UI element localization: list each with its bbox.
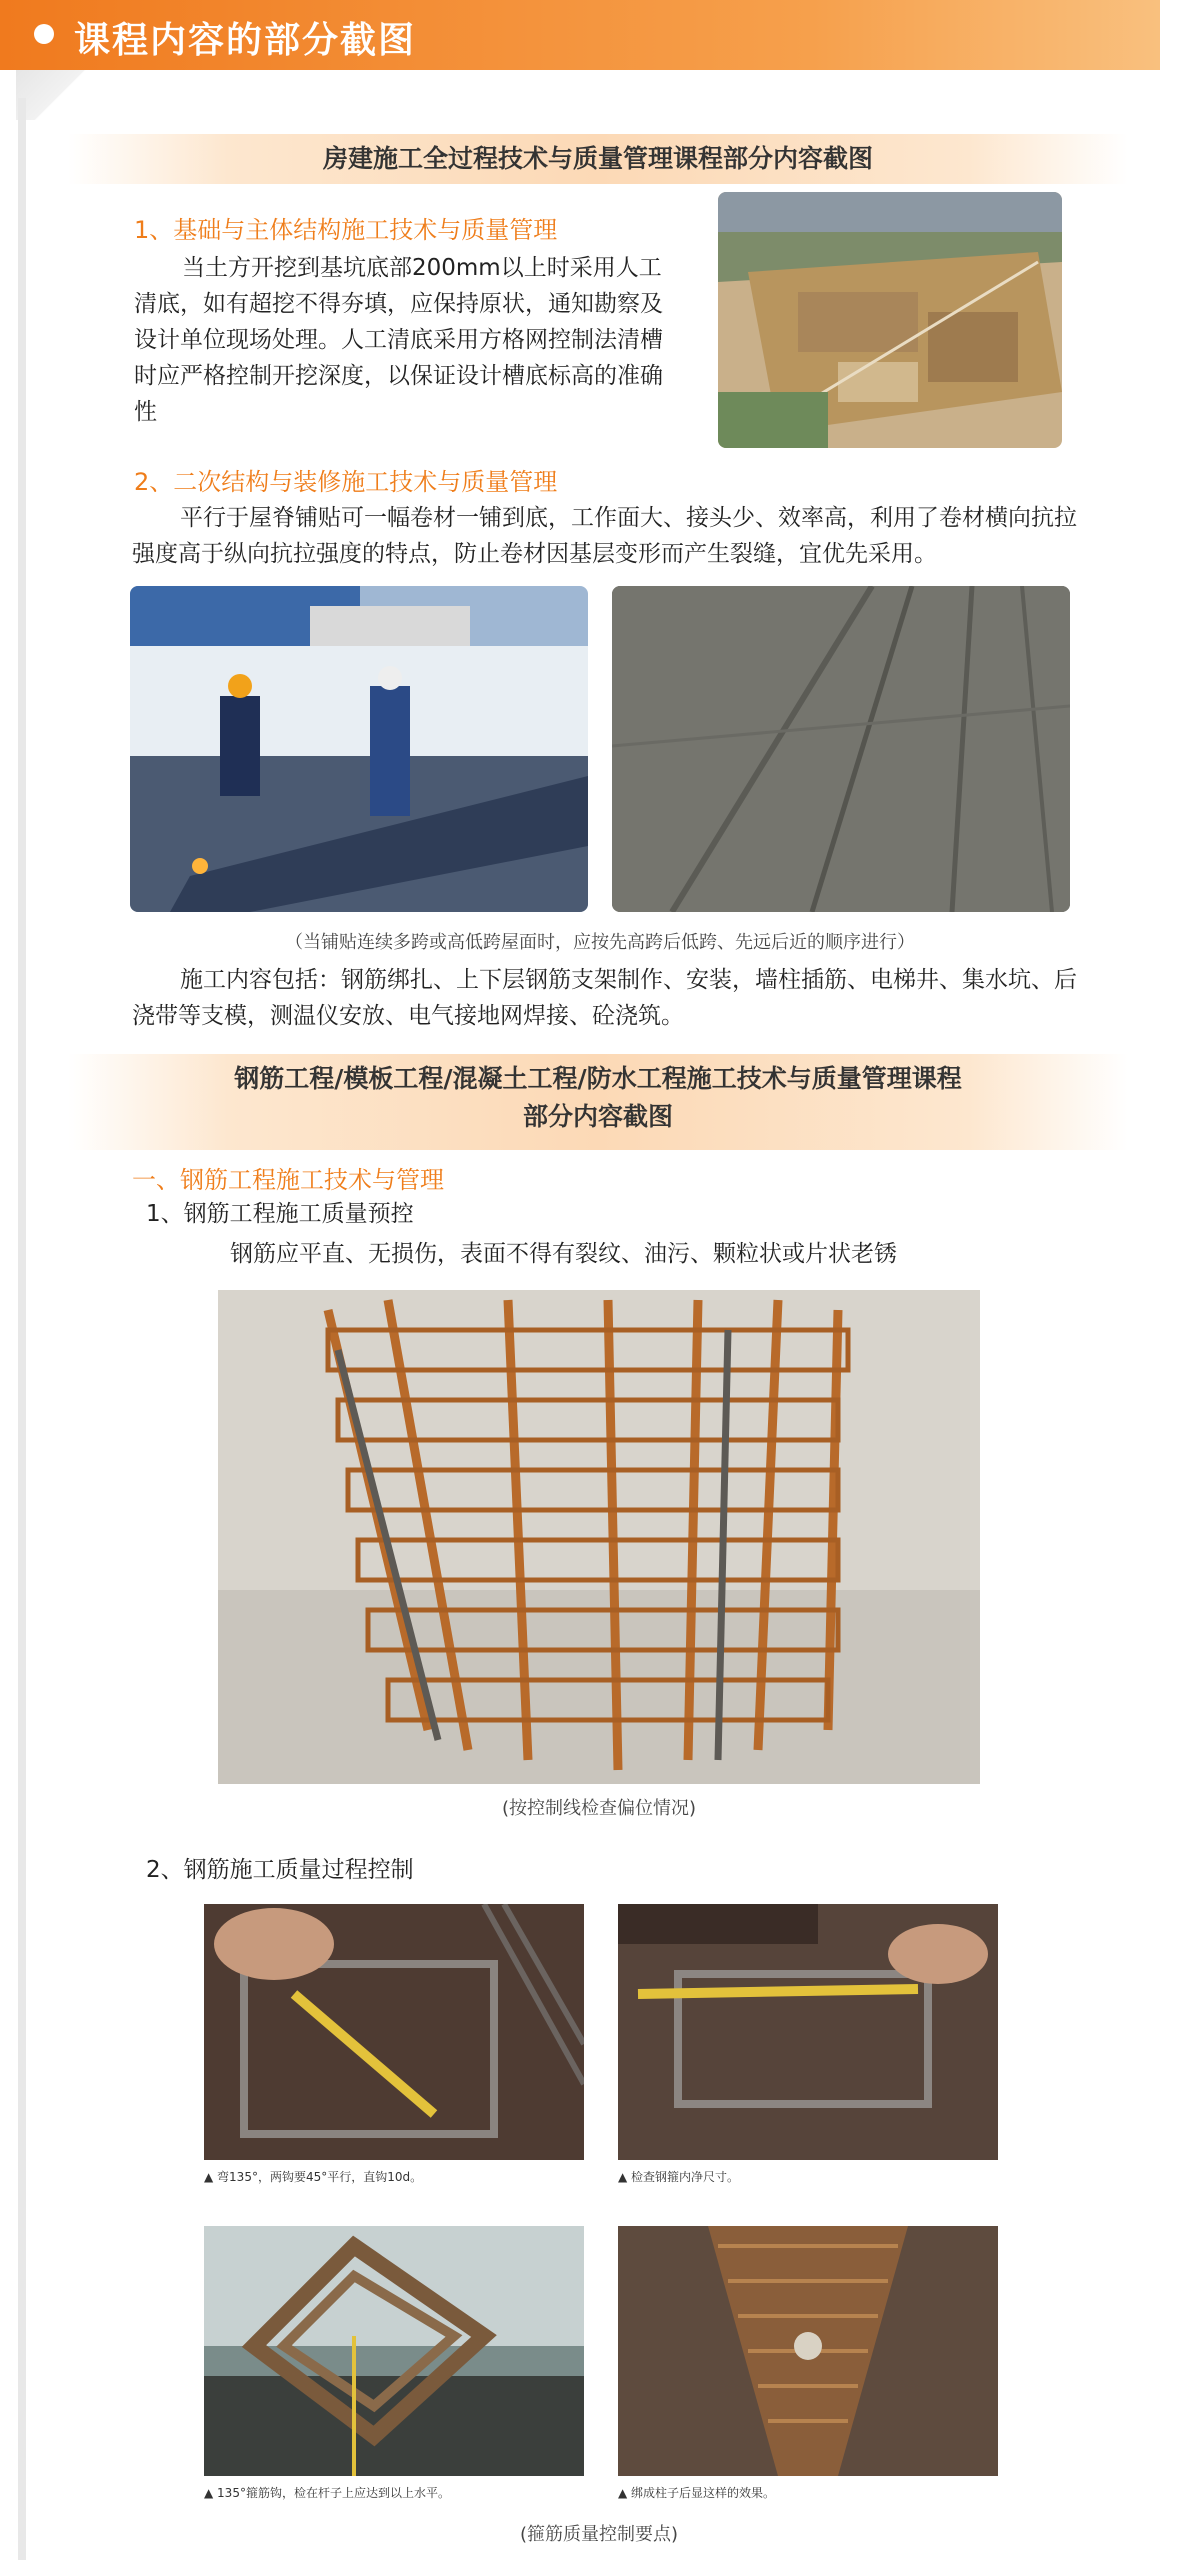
section-title-2 <box>68 1054 1128 1150</box>
construction-site-photo <box>718 192 1062 448</box>
waterproof-membrane-photo <box>612 586 1070 912</box>
item-rebar-precontrol: 1、钢筋工程施工质量预控 <box>146 1201 414 1227</box>
subheading-secondary-structure: 2、二次结构与装修施工技术与质量管理 <box>134 468 558 496</box>
column-cage-photo <box>618 2226 998 2476</box>
item-rebar-requirement: 钢筋应平直、无损伤，表面不得有裂纹、油污、颗粒状或片状老锈 <box>230 1241 897 1267</box>
subheading-foundation: 1、基础与主体结构施工技术与质量管理 <box>134 216 558 244</box>
caption-stirrup-quality: (箍筋质量控制要点) <box>519 2524 679 2545</box>
top-banner <box>0 0 1160 70</box>
stirrup-measure-photo <box>618 1904 998 2160</box>
section-title-2-line1: 钢筋工程/模板工程/混凝土工程/防水工程施工技术与质量管理课程 <box>234 1064 962 1093</box>
paragraph-excavation: 当土方开挖到基坑底部200mm以上时采用人工清底，如有超挖不得夯填，应保持原状，通知勘察及设计单位现场处理。人工清底采用方格网控制法清槽时应严格控制开挖深度，以保证设计槽底标高的准确性 <box>134 255 663 425</box>
caption-column-cage: ▲ 绑成柱子后显这样的效果。 <box>618 2486 776 2500</box>
paragraph-construction-content: 施工内容包括：钢筋绑扎、上下层钢筋支架制作、安装，墙柱插筋、电梯井、集水坑、后浇带等支模，测温仪安放、电气接地网焊接、砼浇筑。 <box>132 967 1077 1029</box>
caption-roofing-order: （当铺贴连续多跨或高低跨屋面时，应按先高跨后低跨、先远后近的顺序进行） <box>285 932 915 953</box>
rebar-cage-photo <box>218 1290 980 1784</box>
section-title-2-line2: 部分内容截图 <box>522 1102 673 1131</box>
caption-rebar-check: (按控制线检查偏位情况) <box>501 1798 697 1819</box>
bullet-dot-icon <box>34 24 54 44</box>
caption-stirrup-bundle: ▲ 135°箍筋钩，检在杆子上应达到以上水平。 <box>204 2486 450 2500</box>
subheading-rebar: 一、钢筋工程施工技术与管理 <box>132 1166 444 1194</box>
paragraph-roofing: 平行于屋脊铺贴可一幅卷材一铺到底，工作面大、接头少、效率高，利用了卷材横向抗拉强度高于纵向抗拉强度的特点，防止卷材因基层变形而产生裂缝，宜优先采用。 <box>132 505 1077 567</box>
stirrup-bundle-photo <box>204 2226 584 2476</box>
caption-stirrup-hook: ▲ 弯135°，两钩要45°平行，直钩10d。 <box>204 2170 423 2184</box>
banner-title: 课程内容的部分截图 <box>74 20 417 61</box>
stirrup-hook-photo <box>204 1904 584 2160</box>
section-title-1: 房建施工全过程技术与质量管理课程部分内容截图 <box>68 134 1128 184</box>
right-margin <box>1160 0 1200 2560</box>
item-rebar-process-control: 2、钢筋施工质量过程控制 <box>146 1857 414 1883</box>
caption-stirrup-measure: ▲ 检查钢箍内净尺寸。 <box>618 2170 740 2184</box>
left-border-line <box>18 98 26 2560</box>
roofing-workers-photo <box>130 586 588 912</box>
decorative-corner <box>16 70 136 120</box>
